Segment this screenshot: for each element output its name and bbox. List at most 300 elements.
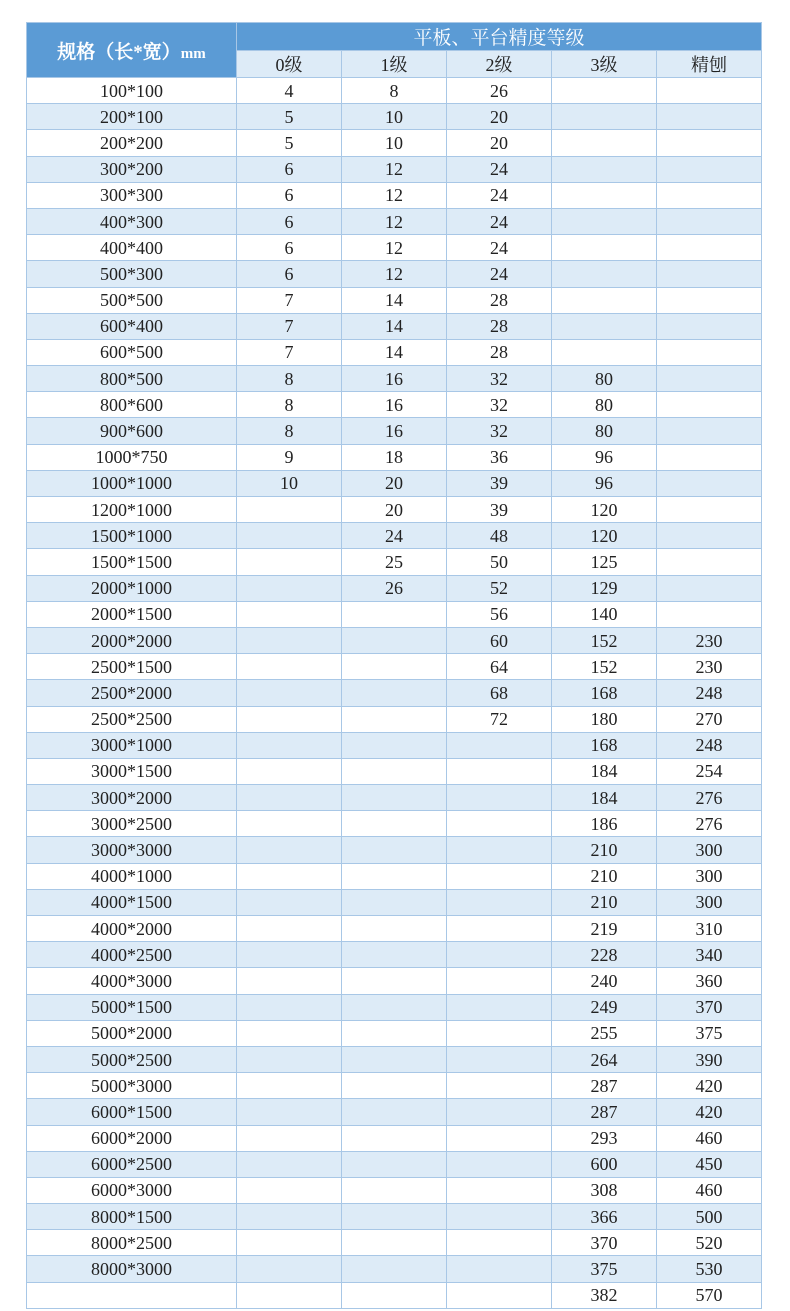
grade0-cell [237, 837, 342, 863]
grade-header-0: 0级 [237, 51, 342, 78]
table-row [27, 444, 762, 470]
spec-cell: 4000*3000 [27, 968, 237, 994]
table-row [27, 1099, 762, 1125]
grade0-cell [237, 994, 342, 1020]
grade0-cell [237, 1151, 342, 1177]
grade2-cell [447, 758, 552, 784]
table-row [27, 811, 762, 837]
grade0-cell [237, 942, 342, 968]
grade1-cell [342, 1020, 447, 1046]
table-row [27, 837, 762, 863]
table-row [27, 313, 762, 339]
grade2-cell: 52 [447, 575, 552, 601]
table-row [27, 497, 762, 523]
planed-cell: 460 [657, 1177, 762, 1203]
table-row [27, 994, 762, 1020]
planed-cell [657, 156, 762, 182]
grade2-cell [447, 968, 552, 994]
planed-cell: 530 [657, 1256, 762, 1282]
grade1-cell: 16 [342, 366, 447, 392]
table-row [27, 654, 762, 680]
grade0-cell: 6 [237, 261, 342, 287]
planed-cell [657, 601, 762, 627]
planed-cell: 300 [657, 837, 762, 863]
spec-cell: 6000*2000 [27, 1125, 237, 1151]
grade0-cell [237, 1177, 342, 1203]
grade3-cell: 168 [552, 680, 657, 706]
table-row [27, 156, 762, 182]
grade0-cell [237, 601, 342, 627]
grade1-cell: 10 [342, 130, 447, 156]
grade3-cell: 96 [552, 444, 657, 470]
spec-cell: 3000*2000 [27, 785, 237, 811]
spec-cell: 300*200 [27, 156, 237, 182]
grade1-cell: 20 [342, 497, 447, 523]
grade1-cell [342, 916, 447, 942]
spec-cell: 4000*1500 [27, 889, 237, 915]
grade1-cell [342, 837, 447, 863]
grade1-cell: 14 [342, 313, 447, 339]
grade2-cell [447, 942, 552, 968]
table-row [27, 1177, 762, 1203]
planed-cell: 420 [657, 1099, 762, 1125]
grade3-cell: 600 [552, 1151, 657, 1177]
grade3-cell: 293 [552, 1125, 657, 1151]
grade0-cell [237, 706, 342, 732]
grade2-cell [447, 1099, 552, 1125]
spec-cell: 2500*2500 [27, 706, 237, 732]
grade2-cell: 64 [447, 654, 552, 680]
planed-cell [657, 392, 762, 418]
grade3-cell: 152 [552, 654, 657, 680]
spec-cell: 5000*2000 [27, 1020, 237, 1046]
grade3-cell: 96 [552, 470, 657, 496]
planed-cell: 276 [657, 811, 762, 837]
planed-cell: 360 [657, 968, 762, 994]
table-row [27, 392, 762, 418]
grade0-cell [237, 654, 342, 680]
planed-cell [657, 418, 762, 444]
table-row [27, 732, 762, 758]
grade3-cell: 80 [552, 418, 657, 444]
grade2-cell [447, 811, 552, 837]
spec-cell: 800*500 [27, 366, 237, 392]
grade3-cell: 255 [552, 1020, 657, 1046]
flatness-grade-table [26, 22, 762, 1309]
grade1-cell [342, 680, 447, 706]
planed-cell [657, 366, 762, 392]
table-row [27, 575, 762, 601]
grade1-cell [342, 1230, 447, 1256]
grade3-cell: 80 [552, 366, 657, 392]
grade2-cell: 28 [447, 287, 552, 313]
grade3-cell [552, 313, 657, 339]
planed-cell [657, 235, 762, 261]
grade3-cell: 240 [552, 968, 657, 994]
planed-cell [657, 549, 762, 575]
planed-cell [657, 261, 762, 287]
grade2-cell [447, 994, 552, 1020]
grade3-cell [552, 208, 657, 234]
grade1-cell [342, 732, 447, 758]
grade2-cell: 20 [447, 104, 552, 130]
grade0-cell: 10 [237, 470, 342, 496]
grade2-cell: 39 [447, 470, 552, 496]
spec-cell: 1500*1000 [27, 523, 237, 549]
table-row [27, 785, 762, 811]
spec-cell: 200*100 [27, 104, 237, 130]
grade0-cell: 8 [237, 392, 342, 418]
table-row [27, 1256, 762, 1282]
grade-header-1: 1级 [342, 51, 447, 78]
grade0-cell [237, 497, 342, 523]
grade0-cell [237, 549, 342, 575]
grade2-cell [447, 1073, 552, 1099]
planed-cell: 420 [657, 1073, 762, 1099]
grade1-cell [342, 1046, 447, 1072]
grade1-cell: 8 [342, 78, 447, 104]
grade1-cell [342, 811, 447, 837]
spec-cell: 1200*1000 [27, 497, 237, 523]
grade2-cell [447, 1046, 552, 1072]
grade1-cell: 26 [342, 575, 447, 601]
grade2-cell [447, 1151, 552, 1177]
table-row [27, 1046, 762, 1072]
grade3-cell: 125 [552, 549, 657, 575]
table-row [27, 968, 762, 994]
table-row [27, 758, 762, 784]
table-header [27, 23, 762, 78]
grade1-cell [342, 1282, 447, 1308]
grade0-cell: 5 [237, 104, 342, 130]
grade1-cell: 18 [342, 444, 447, 470]
grade2-cell: 24 [447, 208, 552, 234]
grade1-cell [342, 968, 447, 994]
table-row [27, 235, 762, 261]
grade3-cell: 152 [552, 627, 657, 653]
grade0-cell [237, 916, 342, 942]
planed-cell: 450 [657, 1151, 762, 1177]
spec-cell: 400*400 [27, 235, 237, 261]
spec-cell: 5000*1500 [27, 994, 237, 1020]
grade3-cell: 180 [552, 706, 657, 732]
grade3-cell: 264 [552, 1046, 657, 1072]
grade3-cell: 308 [552, 1177, 657, 1203]
planed-cell [657, 575, 762, 601]
grade1-cell [342, 1151, 447, 1177]
grade3-cell: 382 [552, 1282, 657, 1308]
grade0-cell [237, 523, 342, 549]
table-row [27, 916, 762, 942]
planed-cell: 370 [657, 994, 762, 1020]
table-row [27, 1204, 762, 1230]
grade-header-planed: 精刨 [657, 51, 762, 78]
table-row [27, 1230, 762, 1256]
grade3-cell: 366 [552, 1204, 657, 1230]
table-row [27, 1125, 762, 1151]
spec-cell: 2000*1000 [27, 575, 237, 601]
spec-cell: 900*600 [27, 418, 237, 444]
spec-cell: 600*400 [27, 313, 237, 339]
grade3-cell [552, 339, 657, 365]
planed-cell: 390 [657, 1046, 762, 1072]
grade2-cell [447, 1125, 552, 1151]
grade3-cell: 219 [552, 916, 657, 942]
grade0-cell [237, 1204, 342, 1230]
grade1-cell [342, 706, 447, 732]
grade0-cell [237, 1282, 342, 1308]
planed-cell: 340 [657, 942, 762, 968]
spec-cell: 200*200 [27, 130, 237, 156]
spec-cell: 3000*2500 [27, 811, 237, 837]
grade2-cell: 20 [447, 130, 552, 156]
spec-cell: 2000*2000 [27, 627, 237, 653]
grade0-cell: 8 [237, 366, 342, 392]
table-row [27, 523, 762, 549]
grade1-cell [342, 1073, 447, 1099]
grade0-cell [237, 785, 342, 811]
grade2-cell [447, 863, 552, 889]
table-row [27, 680, 762, 706]
grade1-cell [342, 1204, 447, 1230]
spec-cell: 8000*2500 [27, 1230, 237, 1256]
spec-cell: 1000*750 [27, 444, 237, 470]
grade1-cell: 12 [342, 182, 447, 208]
grade1-cell [342, 785, 447, 811]
grade3-cell [552, 156, 657, 182]
spec-cell [27, 1282, 237, 1308]
spec-cell: 4000*2000 [27, 916, 237, 942]
table-row [27, 182, 762, 208]
planed-cell [657, 470, 762, 496]
planed-cell [657, 208, 762, 234]
planed-cell [657, 287, 762, 313]
planed-cell [657, 130, 762, 156]
spec-cell: 3000*1500 [27, 758, 237, 784]
grade2-cell [447, 1282, 552, 1308]
grade3-cell [552, 261, 657, 287]
table-row [27, 863, 762, 889]
grade3-cell: 370 [552, 1230, 657, 1256]
table-row [27, 130, 762, 156]
planed-cell [657, 104, 762, 130]
spec-cell: 500*500 [27, 287, 237, 313]
spec-label: 规格（长*宽） [57, 41, 181, 63]
spec-cell: 4000*1000 [27, 863, 237, 889]
spec-cell: 800*600 [27, 392, 237, 418]
grade1-cell: 12 [342, 156, 447, 182]
grade0-cell: 7 [237, 287, 342, 313]
grade0-cell [237, 732, 342, 758]
grade1-cell [342, 994, 447, 1020]
planed-cell: 500 [657, 1204, 762, 1230]
grade2-cell: 36 [447, 444, 552, 470]
grade2-cell: 48 [447, 523, 552, 549]
table-row [27, 366, 762, 392]
planed-cell: 248 [657, 680, 762, 706]
planed-cell: 460 [657, 1125, 762, 1151]
grade0-cell: 7 [237, 313, 342, 339]
table-row [27, 104, 762, 130]
grade0-cell: 9 [237, 444, 342, 470]
grade1-cell [342, 1099, 447, 1125]
grade2-cell [447, 732, 552, 758]
grade0-cell [237, 968, 342, 994]
grade1-cell: 24 [342, 523, 447, 549]
table-row [27, 78, 762, 104]
grade1-cell: 14 [342, 287, 447, 313]
grade1-cell: 12 [342, 261, 447, 287]
planed-cell [657, 339, 762, 365]
grade2-cell: 32 [447, 366, 552, 392]
grade2-cell: 24 [447, 182, 552, 208]
grade2-cell [447, 889, 552, 915]
spec-cell: 5000*3000 [27, 1073, 237, 1099]
table-row [27, 1073, 762, 1099]
grade0-cell [237, 811, 342, 837]
spec-cell: 2500*1500 [27, 654, 237, 680]
planed-cell [657, 523, 762, 549]
planed-cell [657, 313, 762, 339]
planed-cell: 230 [657, 654, 762, 680]
grade2-cell: 32 [447, 392, 552, 418]
table-row [27, 549, 762, 575]
spec-cell: 6000*3000 [27, 1177, 237, 1203]
grade1-cell [342, 601, 447, 627]
spec-cell: 8000*1500 [27, 1204, 237, 1230]
grade0-cell [237, 1020, 342, 1046]
grade2-cell [447, 785, 552, 811]
grade3-cell: 129 [552, 575, 657, 601]
grade3-cell: 184 [552, 785, 657, 811]
spec-cell: 500*300 [27, 261, 237, 287]
grade1-cell [342, 889, 447, 915]
table-row [27, 287, 762, 313]
grade1-cell [342, 942, 447, 968]
grade1-cell: 25 [342, 549, 447, 575]
grade3-cell: 168 [552, 732, 657, 758]
spec-cell: 6000*2500 [27, 1151, 237, 1177]
grade0-cell: 7 [237, 339, 342, 365]
grade0-cell: 4 [237, 78, 342, 104]
grade2-cell: 56 [447, 601, 552, 627]
grade1-cell [342, 1177, 447, 1203]
grade2-cell: 26 [447, 78, 552, 104]
spec-cell: 5000*2500 [27, 1046, 237, 1072]
spec-cell: 100*100 [27, 78, 237, 104]
grade3-cell: 287 [552, 1099, 657, 1125]
planed-cell: 570 [657, 1282, 762, 1308]
grade2-cell: 28 [447, 339, 552, 365]
grade2-cell [447, 1204, 552, 1230]
spec-cell: 600*500 [27, 339, 237, 365]
table-row [27, 1151, 762, 1177]
spec-cell: 2000*1500 [27, 601, 237, 627]
grade1-cell: 16 [342, 392, 447, 418]
grade1-cell [342, 863, 447, 889]
grade3-cell: 120 [552, 523, 657, 549]
grade2-cell: 24 [447, 156, 552, 182]
table-row [27, 339, 762, 365]
spec-cell: 4000*2500 [27, 942, 237, 968]
spec-cell: 400*300 [27, 208, 237, 234]
grade-header-3: 3级 [552, 51, 657, 78]
grade0-cell [237, 1046, 342, 1072]
grade-header-2: 2级 [447, 51, 552, 78]
grade3-cell [552, 130, 657, 156]
grade0-cell: 6 [237, 208, 342, 234]
grade3-cell: 186 [552, 811, 657, 837]
planed-cell: 310 [657, 916, 762, 942]
grade2-cell [447, 916, 552, 942]
grade0-cell [237, 1256, 342, 1282]
grade0-cell [237, 889, 342, 915]
grade2-cell: 32 [447, 418, 552, 444]
grade0-cell [237, 1230, 342, 1256]
grade2-cell: 39 [447, 497, 552, 523]
grade0-cell: 5 [237, 130, 342, 156]
grade0-cell [237, 863, 342, 889]
grade0-cell: 6 [237, 156, 342, 182]
grade1-cell: 12 [342, 208, 447, 234]
grade3-cell [552, 235, 657, 261]
grade1-cell: 10 [342, 104, 447, 130]
table-row [27, 1020, 762, 1046]
planed-cell: 300 [657, 863, 762, 889]
grade3-cell: 184 [552, 758, 657, 784]
planed-cell: 520 [657, 1230, 762, 1256]
spec-cell: 6000*1500 [27, 1099, 237, 1125]
spec-cell: 1000*1000 [27, 470, 237, 496]
grade2-cell: 72 [447, 706, 552, 732]
table-row [27, 706, 762, 732]
grade-group-header: 平板、平台精度等级 [237, 23, 762, 51]
grade3-cell: 210 [552, 863, 657, 889]
grade2-cell [447, 1256, 552, 1282]
table-row [27, 470, 762, 496]
grade3-cell: 140 [552, 601, 657, 627]
grade2-cell: 24 [447, 235, 552, 261]
planed-cell [657, 182, 762, 208]
planed-cell: 300 [657, 889, 762, 915]
grade0-cell [237, 1125, 342, 1151]
grade2-cell [447, 1177, 552, 1203]
grade3-cell [552, 182, 657, 208]
grade3-cell [552, 104, 657, 130]
planed-cell: 254 [657, 758, 762, 784]
grade0-cell [237, 680, 342, 706]
table-row [27, 601, 762, 627]
table-row [27, 889, 762, 915]
grade1-cell [342, 1256, 447, 1282]
planed-cell: 375 [657, 1020, 762, 1046]
table-row [27, 418, 762, 444]
spec-unit: mm [180, 45, 206, 62]
grade3-cell: 210 [552, 837, 657, 863]
grade2-cell: 28 [447, 313, 552, 339]
grade1-cell [342, 1125, 447, 1151]
grade3-cell [552, 287, 657, 313]
grade1-cell [342, 654, 447, 680]
grade2-cell: 24 [447, 261, 552, 287]
grade3-cell: 228 [552, 942, 657, 968]
grade0-cell [237, 1073, 342, 1099]
grade0-cell: 6 [237, 235, 342, 261]
grade3-cell: 249 [552, 994, 657, 1020]
table-row [27, 261, 762, 287]
planed-cell: 230 [657, 627, 762, 653]
grade2-cell [447, 1230, 552, 1256]
